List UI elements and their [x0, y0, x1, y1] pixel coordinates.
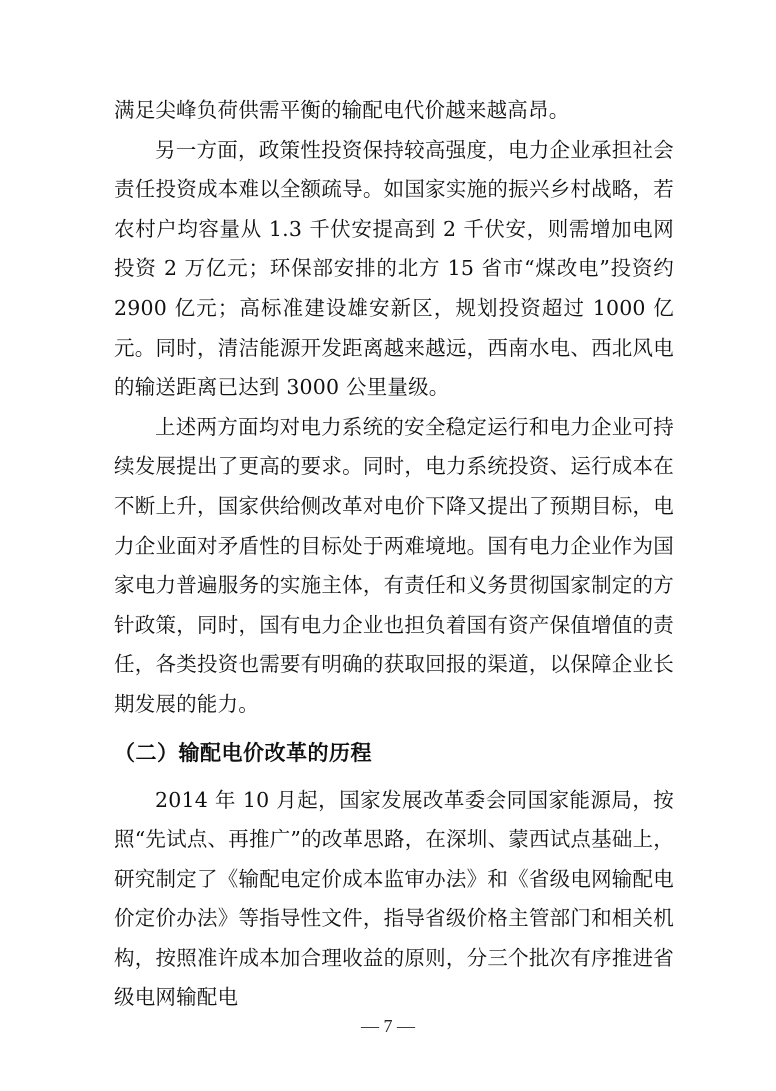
page-body [114, 91, 674, 1018]
paragraph-1: 满足尖峰负荷供需平衡的输配电代价越来越高昂。 [114, 98, 570, 122]
paragraph-3: 上述两方面均对电力系统的安全稳定运行和电力企业可持续发展提出了更高的要求。同时，电力系统投资、运行成本在不断上升，国家供给侧改革对电价下降又提出了预期目标，电力企业面对矛盾性的目标处于两难境地。国有电力企业作为国家电力普遍服务的实施主体，有责任和义务贯彻国家制定的方针政策，同时，国有电力企业也担负着国有资产保值增值的责任，各类投资也需要有明确的获取回报的渠道，以保障企业长期发展的能力。 [114, 414, 674, 716]
section-heading: （二）输配电价改革的历程 [114, 740, 372, 765]
paragraph-4: 2014 年 10 月起，国家发展改革委会同国家能源局，按照“先试点、再推广”的改革思路，在深圳、蒙西试点基础上，研究制定了《输配电定价成本监审办法》和《省级电网输配电价定价办法》等指导性文件，指导省级价格主管部门和相关机构，按照准许成本加合理收益的原则，分三个批次有序推进省级电网输配电 [114, 787, 674, 1010]
paragraph-2: 另一方面，政策性投资保持较高强度，电力企业承担社会责任投资成本难以全额疏导。如国家实施的振兴乡村战略，若农村户均容量从 1.3 千伏安提高到 2 千伏安，则需增加电网投资 2 万亿元；环保部安排的北方 15 省市“煤改电”投资约 2900 亿元；高标准建设雄安新区，规划投资超过 1000 亿元。同时，清洁能源开发距离越来越远，西南水电、西北风电的输送距离已达到 3000 公里量级。 [114, 137, 674, 400]
page-number: — 7 — [361, 1016, 415, 1036]
